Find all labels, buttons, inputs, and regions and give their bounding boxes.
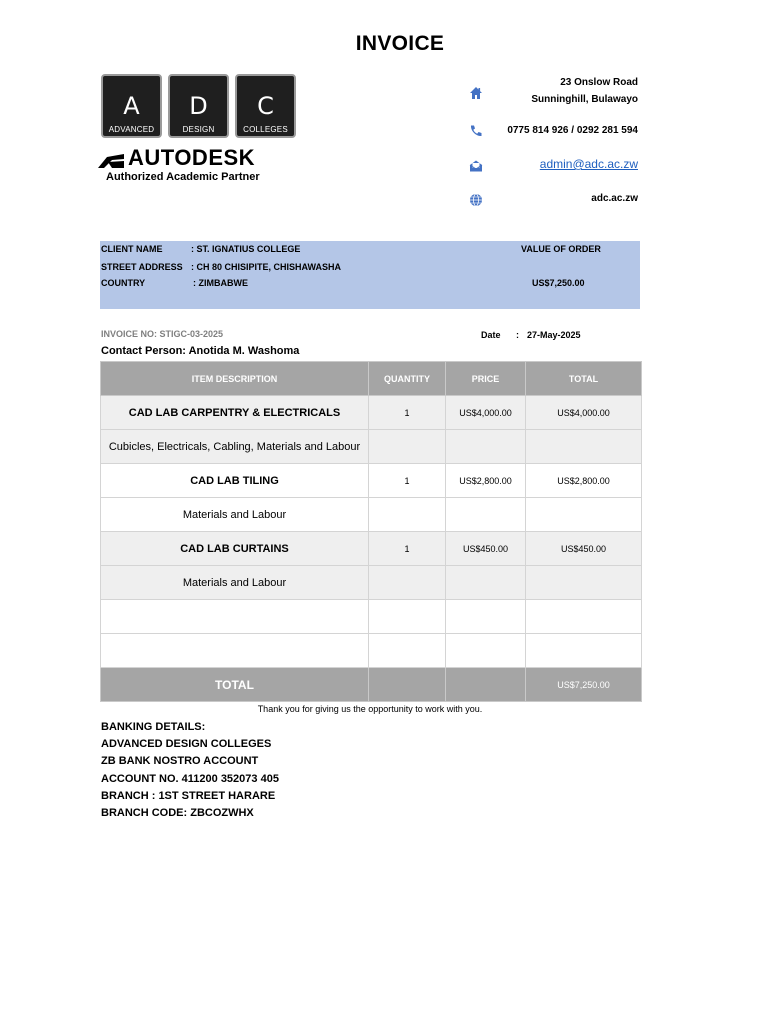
table-row	[101, 600, 642, 634]
street-address-label: STREET ADDRESS	[101, 262, 183, 272]
street-address-value: : CH 80 CHISIPITE, CHISHAWASHA	[191, 262, 342, 272]
item-detail: Materials and Labour	[101, 498, 369, 532]
banking-details	[101, 719, 279, 822]
contact-person: Contact Person: Anotida M. Washoma	[101, 345, 300, 357]
item-total	[526, 498, 642, 532]
phone-icon	[469, 124, 483, 138]
logo-key-a	[101, 74, 162, 138]
item-quantity: 1	[369, 396, 446, 430]
table-row	[101, 634, 642, 668]
logo-key-d	[168, 74, 229, 138]
item-quantity: 1	[369, 464, 446, 498]
globe-icon	[469, 193, 483, 207]
client-info-band	[100, 241, 640, 309]
item-total: US$2,800.00	[526, 464, 642, 498]
banking-line: ADVANCED DESIGN COLLEGES	[101, 738, 272, 751]
item-total	[526, 634, 642, 668]
order-value-amount: US$7,250.00	[532, 278, 585, 288]
logo-key-c	[235, 74, 296, 138]
country-value: : ZIMBABWE	[193, 278, 248, 288]
partner-subtitle: Authorized Academic Partner	[106, 171, 260, 183]
item-price	[446, 634, 526, 668]
client-name-value: : ST. IGNATIUS COLLEGE	[191, 244, 301, 254]
item-detail: Cubicles, Electricals, Cabling, Materials and Labour	[101, 430, 369, 464]
table-total-row	[101, 668, 642, 702]
item-quantity	[369, 498, 446, 532]
logo-key-word: COLLEGES	[243, 125, 288, 134]
banking-line: BRANCH CODE: ZBCOZWHX	[101, 807, 254, 820]
item-quantity	[369, 634, 446, 668]
column-header-quantity: QUANTITY	[369, 362, 446, 396]
item-price	[446, 566, 526, 600]
partner-name: AUTODESK	[128, 145, 256, 170]
banking-line: BRANCH : 1ST STREET HARARE	[101, 789, 276, 802]
item-price: US$2,800.00	[446, 464, 526, 498]
client-name-label: CLIENT NAME	[101, 244, 163, 254]
address-block	[531, 74, 638, 108]
item-price	[446, 430, 526, 464]
column-header-total: TOTAL	[526, 362, 642, 396]
order-value-label: VALUE OF ORDER	[521, 244, 601, 254]
banking-line: ACCOUNT NO. 411200 352073 405	[101, 772, 279, 785]
table-row	[101, 566, 642, 600]
item-price: US$450.00	[446, 532, 526, 566]
table-row	[101, 396, 642, 430]
item-price	[446, 498, 526, 532]
autodesk-mark-icon	[98, 152, 124, 168]
logo-key-letter: D	[189, 92, 208, 120]
email-icon	[469, 159, 483, 173]
home-icon	[469, 86, 483, 100]
item-quantity	[369, 566, 446, 600]
item-total	[526, 430, 642, 464]
item-description: CAD LAB CURTAINS	[101, 532, 369, 566]
address-line1: 23 Onslow Road	[560, 77, 638, 88]
invoice-title: INVOICE	[355, 32, 445, 55]
item-price: US$4,000.00	[446, 396, 526, 430]
item-quantity: 1	[369, 532, 446, 566]
logo-key-word: ADVANCED	[108, 125, 155, 134]
table-header-row	[101, 362, 642, 396]
table-row	[101, 532, 642, 566]
phone-text: 0775 814 926 / 0292 281 594	[507, 125, 638, 136]
banking-line: ZB BANK NOSTRO ACCOUNT	[101, 755, 259, 768]
item-total	[526, 566, 642, 600]
logo-key-letter: C	[257, 92, 274, 120]
column-header-description: ITEM DESCRIPTION	[101, 362, 369, 396]
table-row	[101, 430, 642, 464]
logo-key-letter: A	[123, 92, 140, 120]
item-quantity	[369, 430, 446, 464]
country-label: COUNTRY	[101, 278, 146, 288]
email-link[interactable]: admin@adc.ac.zw	[539, 157, 638, 171]
invoice-number: INVOICE NO: STIGC-03-2025	[101, 329, 224, 339]
item-total	[526, 600, 642, 634]
table-row	[101, 464, 642, 498]
website-text: adc.ac.zw	[591, 193, 638, 204]
company-logo	[97, 74, 297, 186]
item-description: CAD LAB CARPENTRY & ELECTRICALS	[101, 396, 369, 430]
invoice-items-table	[100, 361, 642, 702]
item-detail: Materials and Labour	[101, 566, 369, 600]
table-row	[101, 498, 642, 532]
thank-you-note: Thank you for giving us the opportunity to work with you.	[257, 704, 483, 714]
item-quantity	[369, 600, 446, 634]
item-description	[101, 634, 369, 668]
date-colon: :	[516, 330, 519, 340]
logo-key-word: DESIGN	[182, 125, 215, 134]
grand-total-value: US$7,250.00	[526, 668, 642, 702]
item-total: US$450.00	[526, 532, 642, 566]
total-label: TOTAL	[101, 668, 369, 702]
total-empty-cell	[446, 668, 526, 702]
item-price	[446, 600, 526, 634]
banking-line: BANKING DETAILS:	[101, 721, 206, 733]
invoice-date: 27-May-2025	[527, 330, 581, 340]
total-empty-cell	[369, 668, 446, 702]
address-line2: Sunninghill, Bulawayo	[531, 94, 638, 105]
item-total: US$4,000.00	[526, 396, 642, 430]
item-description	[101, 600, 369, 634]
date-label: Date	[481, 330, 501, 340]
column-header-price: PRICE	[446, 362, 526, 396]
item-description: CAD LAB TILING	[101, 464, 369, 498]
